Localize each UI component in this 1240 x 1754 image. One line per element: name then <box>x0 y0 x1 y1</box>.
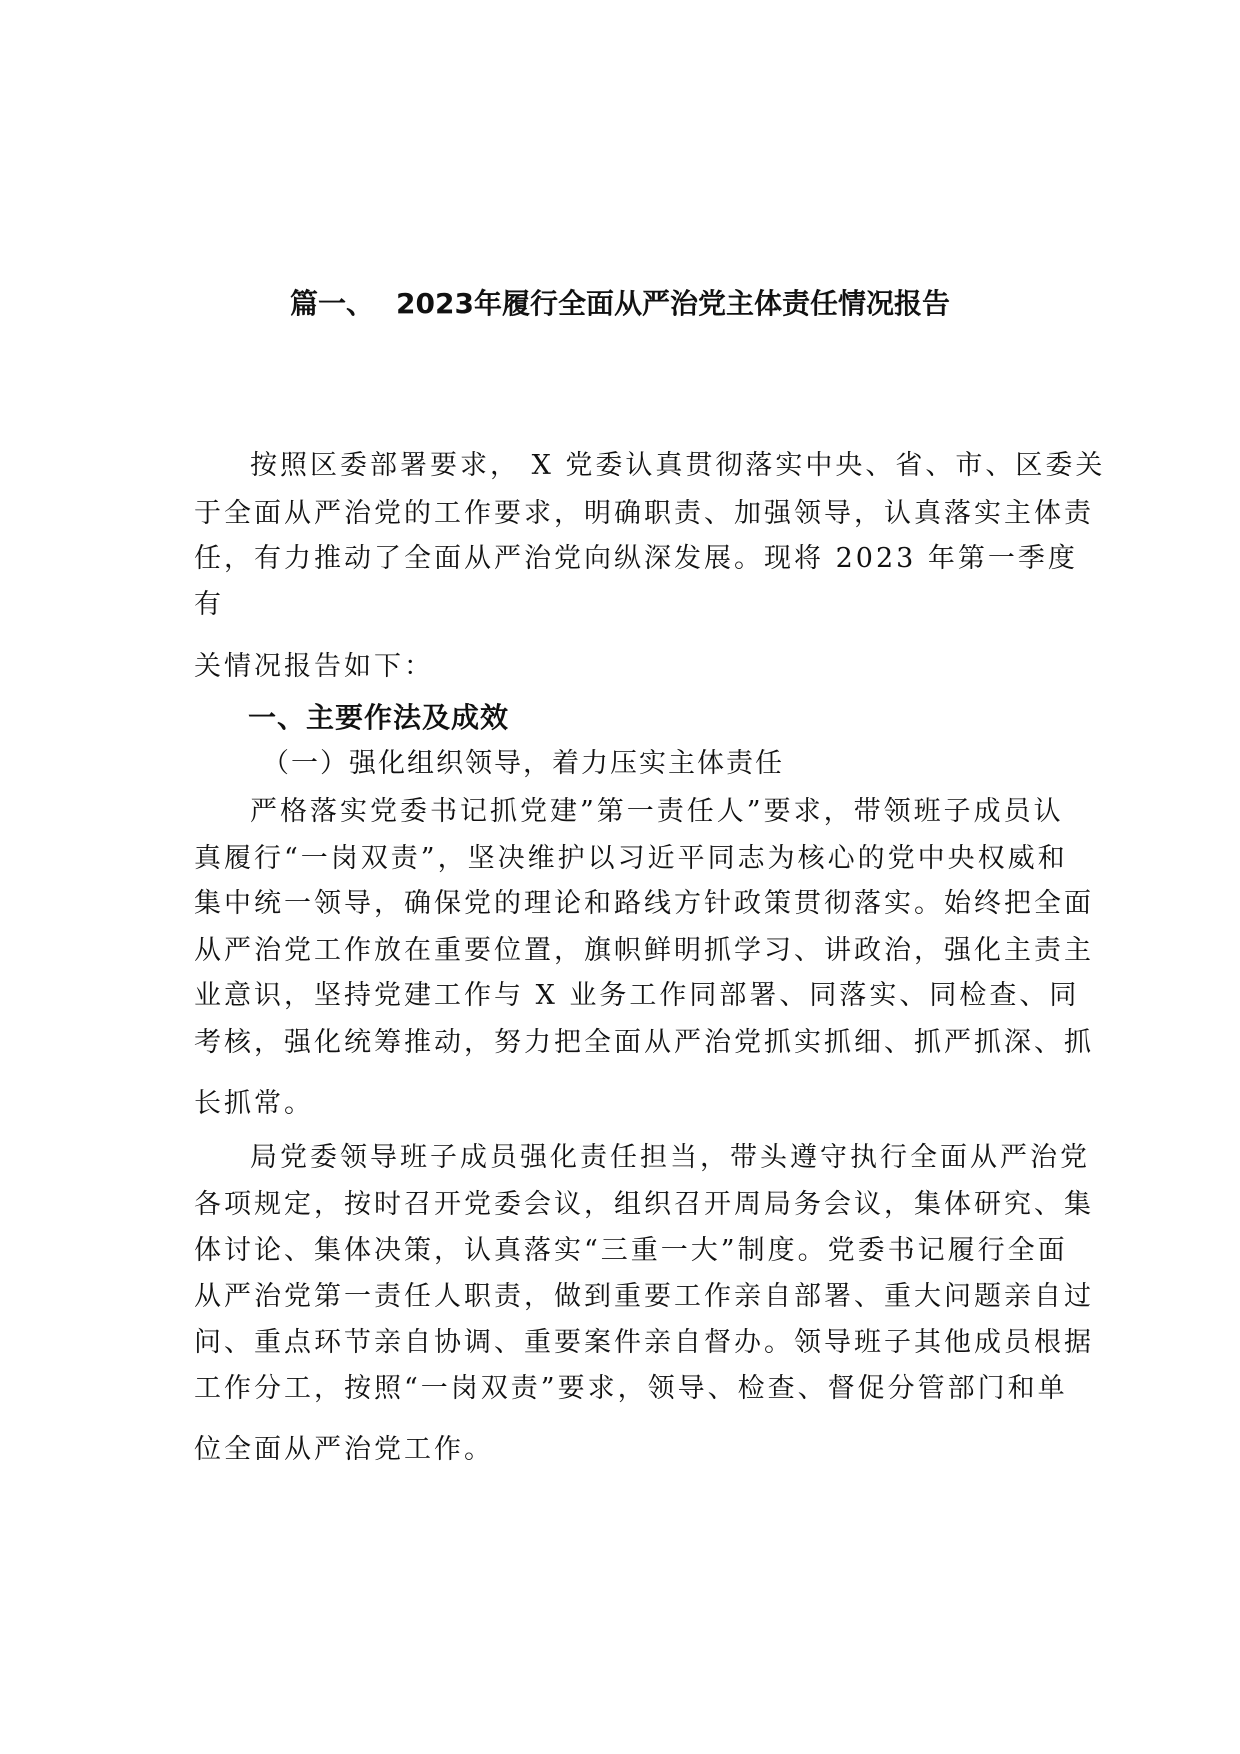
title-prefix: 篇一、 <box>290 287 375 320</box>
paragraph-line: 各项规定，按时召开党委会议，组织召开周局务会议，集体研究、集 <box>194 1189 1094 1220</box>
paragraph-line: 工作分工，按照“一岗双责”要求，领导、检查、督促分管部门和单 <box>194 1373 1068 1404</box>
paragraph-line: 集中统一领导，确保党的理论和路线方针政策贯彻落实。始终把全面 <box>194 888 1094 919</box>
section-heading: 一、主要作法及成效 <box>248 701 510 734</box>
intro-line: 任，有力推动了全面从严治党向纵深发展。现将 2023 年第一季度 <box>194 543 1078 574</box>
paragraph-line: 业意识，坚持党建工作与 X 业务工作同部署、同落实、同检查、同 <box>194 980 1080 1011</box>
paragraph-line: 考核，强化统筹推动，努力把全面从严治党抓实抓细、抓严抓深、抓 <box>194 1027 1094 1058</box>
paragraph-line: 长抓常。 <box>194 1088 314 1119</box>
paragraph-line: 问、重点环节亲自协调、重要案件亲自督办。领导班子其他成员根据 <box>194 1327 1094 1358</box>
intro-line: 有 <box>194 589 224 620</box>
section-subheading: （一）强化组织领导，着力压实主体责任 <box>262 748 784 779</box>
intro-line: 于全面从严治党的工作要求，明确职责、加强领导，认真落实主体责 <box>194 498 1094 529</box>
paragraph-line: 真履行“一岗双责”，坚决维护以习近平同志为核心的党中央权威和 <box>194 843 1068 874</box>
paragraph-line: 从严治党工作放在重要位置，旗帜鲜明抓学习、讲政治，强化主责主 <box>194 935 1094 966</box>
intro-line: 按照区委部署要求， X 党委认真贯彻落实中央、省、市、区委关 <box>250 450 1106 481</box>
paragraph-line: 严格落实党委书记抓党建”第一责任人”要求，带领班子成员认 <box>250 796 1064 827</box>
document-title <box>0 286 1240 322</box>
paragraph-line: 从严治党第一责任人职责，做到重要工作亲自部署、重大问题亲自过 <box>194 1281 1094 1312</box>
paragraph-line: 位全面从严治党工作。 <box>194 1434 494 1465</box>
paragraph-line: 体讨论、集体决策，认真落实“三重一大”制度。党委书记履行全面 <box>194 1235 1068 1266</box>
paragraph-line: 局党委领导班子成员强化责任担当，带头遵守执行全面从严治党 <box>250 1142 1090 1173</box>
title-text: 2023年履行全面从严治党主体责任情况报告 <box>396 287 950 320</box>
intro-line: 关情况报告如下： <box>194 651 434 682</box>
